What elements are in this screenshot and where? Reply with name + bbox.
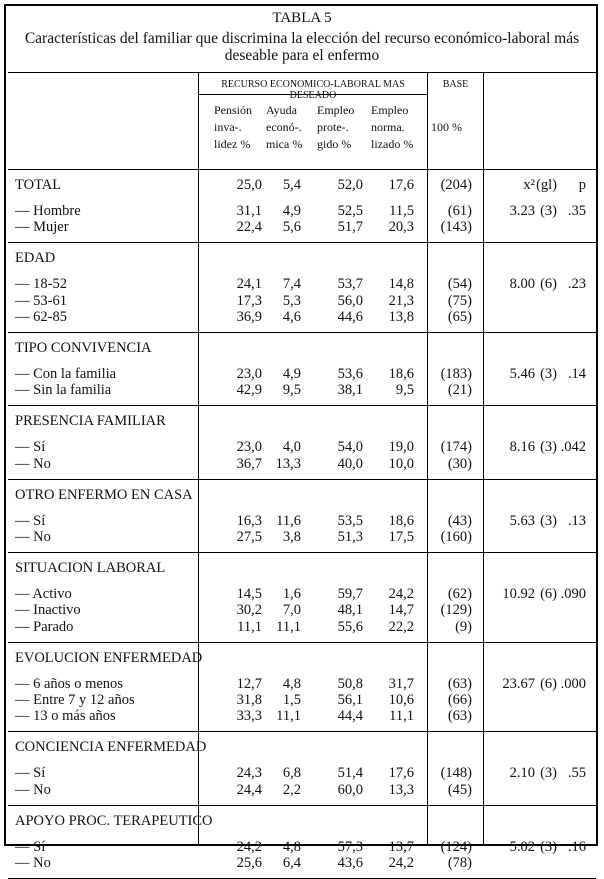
row-value: 10,6 bbox=[388, 692, 414, 708]
row-base: (61) bbox=[447, 203, 472, 219]
gl-value: (3) bbox=[540, 439, 557, 456]
row-base: (174) bbox=[440, 439, 472, 456]
p-value: .13 bbox=[567, 512, 586, 529]
row-value: 4,8 bbox=[282, 675, 301, 692]
row-value: 7,4 bbox=[282, 276, 301, 293]
total-value: 52,0 bbox=[337, 177, 363, 193]
row-base: (75) bbox=[447, 292, 472, 309]
row-value: 21,3 bbox=[388, 292, 414, 309]
row-value: 11,1 bbox=[276, 618, 301, 635]
chi-square-value: 10.92 bbox=[502, 586, 535, 603]
row-value: 4,0 bbox=[282, 439, 301, 456]
row-value: 38,1 bbox=[337, 382, 363, 399]
row-label: — Sí bbox=[15, 765, 46, 782]
gl-value: (3) bbox=[540, 512, 557, 529]
row-value: 44,6 bbox=[337, 308, 363, 325]
row-value: 25,6 bbox=[236, 855, 262, 871]
row-value: 11,6 bbox=[276, 512, 301, 529]
row-value: 4,8 bbox=[282, 838, 301, 855]
chi-square-value: 8.00 bbox=[509, 276, 535, 293]
row-base: (65) bbox=[447, 308, 472, 325]
row-base: (45) bbox=[447, 781, 472, 798]
table-subtitle bbox=[0, 30, 604, 64]
gl-value: (3) bbox=[540, 838, 557, 855]
row-value: 60,0 bbox=[337, 781, 363, 798]
row-label: — Sí bbox=[15, 838, 46, 855]
column-header-line: Empleo bbox=[371, 103, 409, 117]
row-base: (63) bbox=[447, 708, 472, 725]
total-value: 25,0 bbox=[236, 177, 262, 193]
section-rule bbox=[8, 332, 596, 333]
column-header-1 bbox=[214, 102, 252, 153]
row-value: 11,5 bbox=[389, 203, 414, 219]
group-header: RECURSO ECONOMICO-LABORAL MAS DESEADO bbox=[221, 79, 405, 101]
row-value: 13,3 bbox=[275, 455, 301, 472]
row-value: 24,2 bbox=[388, 855, 414, 871]
row-value: 24,2 bbox=[236, 838, 262, 855]
row-value: 43,6 bbox=[337, 855, 363, 871]
column-header-3 bbox=[317, 102, 354, 153]
row-label: — Entre 7 y 12 años bbox=[15, 692, 135, 708]
chi-square-header: x² bbox=[523, 177, 535, 193]
row-value: 4,9 bbox=[282, 203, 301, 219]
column-header-line: norma. bbox=[371, 120, 405, 134]
row-label: — Sí bbox=[15, 439, 46, 456]
row-value: 5,6 bbox=[282, 219, 301, 236]
p-value: .35 bbox=[567, 203, 586, 219]
total-value: 5,4 bbox=[282, 177, 301, 193]
gl-value: (3) bbox=[540, 366, 557, 382]
row-value: 11,1 bbox=[389, 708, 414, 725]
column-header-line: Ayuda bbox=[266, 103, 297, 117]
row-value: 42,9 bbox=[236, 382, 262, 399]
row-value: 9,5 bbox=[282, 382, 301, 399]
section-rule bbox=[8, 242, 596, 243]
chi-square-value: 8.16 bbox=[509, 439, 535, 456]
total-label: TOTAL bbox=[15, 177, 62, 193]
row-value: 24,3 bbox=[236, 765, 262, 782]
row-value: 11,1 bbox=[237, 618, 262, 635]
row-value: 31,7 bbox=[388, 675, 414, 692]
header-right-rule bbox=[483, 72, 484, 169]
base-header: BASE bbox=[442, 79, 469, 90]
row-label: — No bbox=[15, 855, 51, 871]
row-value: 31,1 bbox=[236, 203, 262, 219]
chi-square-value: 5.02 bbox=[509, 838, 535, 855]
row-value: 24,1 bbox=[236, 276, 262, 293]
row-value: 23,0 bbox=[236, 439, 262, 456]
row-label: — Sí bbox=[15, 512, 46, 529]
section-rule bbox=[8, 479, 596, 480]
column-header-line: econó-. bbox=[266, 120, 302, 134]
row-value: 14,7 bbox=[388, 602, 414, 619]
row-base: (183) bbox=[440, 366, 472, 382]
row-base: (160) bbox=[440, 529, 472, 545]
row-value: 13,8 bbox=[388, 308, 414, 325]
subtitle-line-2: deseable para el enfermo bbox=[224, 47, 380, 64]
row-value: 36,9 bbox=[236, 308, 262, 325]
p-value: .090 bbox=[560, 586, 586, 603]
row-base: (62) bbox=[447, 586, 472, 603]
table-title: TABLA 5 bbox=[272, 10, 332, 26]
row-value: 17,5 bbox=[388, 529, 414, 545]
row-label: — Sin la familia bbox=[15, 382, 112, 399]
row-value: 51,7 bbox=[337, 219, 363, 236]
row-value: 16,3 bbox=[236, 512, 262, 529]
row-value: 3,8 bbox=[282, 529, 301, 545]
row-value: 5,3 bbox=[282, 292, 301, 309]
row-base: (63) bbox=[447, 675, 472, 692]
row-value: 6,4 bbox=[282, 855, 301, 871]
row-value: 53,5 bbox=[337, 512, 363, 529]
row-value: 51,3 bbox=[337, 529, 363, 545]
row-label: — Mujer bbox=[15, 219, 69, 236]
base-percent: 100 % bbox=[431, 120, 462, 134]
chi-square-value: 3.23 bbox=[509, 203, 535, 219]
row-label: — No bbox=[15, 529, 51, 545]
row-value: 53,7 bbox=[337, 276, 363, 293]
row-value: 55,6 bbox=[337, 618, 363, 635]
chi-square-value: 5.63 bbox=[509, 512, 535, 529]
column-header-line: inva-. bbox=[214, 120, 242, 134]
row-base: (9) bbox=[455, 618, 472, 635]
gl-header: (gl) bbox=[536, 177, 557, 193]
section-heading: OTRO ENFERMO EN CASA bbox=[15, 486, 193, 503]
chi-square-value: 2.10 bbox=[509, 765, 535, 782]
column-header-4 bbox=[371, 102, 413, 153]
section-heading: PRESENCIA FAMILIAR bbox=[15, 413, 166, 430]
row-value: 11,1 bbox=[276, 708, 301, 725]
row-value: 33,3 bbox=[236, 708, 262, 725]
p-value: .23 bbox=[567, 276, 586, 293]
row-label: — 18-52 bbox=[15, 276, 67, 293]
row-value: 17,6 bbox=[388, 765, 414, 782]
section-heading: EDAD bbox=[15, 250, 56, 267]
column-header-line: lidez % bbox=[214, 137, 251, 151]
row-value: 54,0 bbox=[337, 439, 363, 456]
p-value: .55 bbox=[567, 765, 586, 782]
section-rule bbox=[8, 805, 596, 806]
column-header-line: mica % bbox=[266, 137, 303, 151]
row-base: (78) bbox=[447, 855, 472, 871]
row-label: — No bbox=[15, 455, 51, 472]
row-value: 27,5 bbox=[236, 529, 262, 545]
total-base: (204) bbox=[440, 177, 472, 193]
row-base: (54) bbox=[447, 276, 472, 293]
row-value: 1,5 bbox=[282, 692, 301, 708]
column-header-line: Empleo bbox=[317, 103, 355, 117]
p-value: .16 bbox=[567, 838, 586, 855]
row-value: 13,3 bbox=[388, 781, 414, 798]
section-rule bbox=[8, 642, 596, 643]
row-label: — 53-61 bbox=[15, 292, 67, 309]
p-value: .042 bbox=[560, 439, 586, 456]
row-value: 40,0 bbox=[337, 455, 363, 472]
row-base: (66) bbox=[447, 692, 472, 708]
gl-value: (6) bbox=[540, 276, 557, 293]
row-value: 56,0 bbox=[337, 292, 363, 309]
row-value: 23,0 bbox=[236, 366, 262, 382]
row-base: (124) bbox=[440, 838, 472, 855]
row-value: 18,6 bbox=[388, 366, 414, 382]
row-label: — Con la familia bbox=[15, 366, 117, 382]
row-value: 22,2 bbox=[388, 618, 414, 635]
gl-value: (6) bbox=[540, 586, 557, 603]
column-header-2 bbox=[266, 102, 302, 153]
p-value: .000 bbox=[560, 675, 586, 692]
row-value: 48,1 bbox=[337, 602, 363, 619]
chi-square-value: 5.46 bbox=[509, 366, 535, 382]
row-value: 14,8 bbox=[388, 276, 414, 293]
row-value: 14,5 bbox=[236, 586, 262, 603]
row-value: 22,4 bbox=[236, 219, 262, 236]
row-value: 56,1 bbox=[337, 692, 363, 708]
body-left-rule bbox=[198, 169, 199, 846]
row-label: — No bbox=[15, 781, 51, 798]
section-heading: SITUACION LABORAL bbox=[15, 560, 166, 577]
row-label: — Hombre bbox=[15, 203, 81, 219]
row-value: 2,2 bbox=[282, 781, 301, 798]
row-value: 9,5 bbox=[395, 382, 414, 399]
gl-value: (3) bbox=[540, 203, 557, 219]
row-value: 17,3 bbox=[236, 292, 262, 309]
row-label: — 13 o más años bbox=[15, 708, 116, 725]
gl-value: (6) bbox=[540, 675, 557, 692]
column-header-line: Pensión bbox=[214, 103, 253, 117]
column-header-line: prote-. bbox=[317, 120, 349, 134]
row-value: 59,7 bbox=[337, 586, 363, 603]
row-base: (21) bbox=[447, 382, 472, 399]
row-value: 53,6 bbox=[337, 366, 363, 382]
p-header: p bbox=[578, 177, 586, 193]
section-heading: APOYO PROC. TERAPEUTICO bbox=[15, 812, 213, 829]
row-value: 52,5 bbox=[337, 203, 363, 219]
row-label: — 6 años o menos bbox=[15, 675, 123, 692]
gl-value: (3) bbox=[540, 765, 557, 782]
row-label: — Activo bbox=[15, 586, 72, 603]
row-value: 24,2 bbox=[388, 586, 414, 603]
column-header-line: lizado % bbox=[371, 137, 414, 151]
chi-square-value: 23.67 bbox=[502, 675, 535, 692]
row-label: — 62-85 bbox=[15, 308, 67, 325]
row-value: 30,2 bbox=[236, 602, 262, 619]
row-base: (143) bbox=[440, 219, 472, 236]
section-rule bbox=[8, 552, 596, 553]
subtitle-line-1: Características del familiar que discrimina la elección del recurso económico-laboral más bbox=[24, 30, 580, 47]
section-heading: EVOLUCION ENFERMEDAD bbox=[15, 649, 203, 666]
row-value: 18,6 bbox=[388, 512, 414, 529]
row-base: (129) bbox=[440, 602, 472, 619]
row-value: 19,0 bbox=[388, 439, 414, 456]
row-value: 44,4 bbox=[337, 708, 363, 725]
row-base: (148) bbox=[440, 765, 472, 782]
row-value: 1,6 bbox=[282, 586, 301, 603]
row-value: 4,9 bbox=[282, 366, 301, 382]
p-value: .14 bbox=[567, 366, 586, 382]
row-value: 20,3 bbox=[388, 219, 414, 236]
row-label: — Parado bbox=[15, 618, 74, 635]
body-base-rule bbox=[427, 169, 428, 846]
row-base: (43) bbox=[447, 512, 472, 529]
row-value: 36,7 bbox=[236, 455, 262, 472]
row-base: (30) bbox=[447, 455, 472, 472]
section-heading: TIPO CONVIVENCIA bbox=[15, 340, 152, 356]
section-rule bbox=[8, 731, 596, 732]
row-value: 6,8 bbox=[282, 765, 301, 782]
row-value: 57,3 bbox=[337, 838, 363, 855]
top-rule bbox=[8, 72, 596, 73]
section-heading: CONCIENCIA ENFERMEDAD bbox=[15, 739, 207, 756]
row-value: 51,4 bbox=[337, 765, 363, 782]
total-value: 17,6 bbox=[388, 177, 414, 193]
row-value: 24,4 bbox=[236, 781, 262, 798]
row-value: 7,0 bbox=[282, 602, 301, 619]
section-rule bbox=[8, 405, 596, 406]
row-value: 31,8 bbox=[236, 692, 262, 708]
column-header-line: gido % bbox=[317, 137, 352, 151]
header-bottom-rule bbox=[8, 169, 596, 170]
body-right-rule bbox=[483, 169, 484, 846]
row-value: 4,6 bbox=[282, 308, 301, 325]
row-value: 10,0 bbox=[388, 455, 414, 472]
row-label: — Inactivo bbox=[15, 602, 81, 619]
row-value: 13,7 bbox=[388, 838, 414, 855]
row-value: 12,7 bbox=[236, 675, 262, 692]
row-value: 50,8 bbox=[337, 675, 363, 692]
